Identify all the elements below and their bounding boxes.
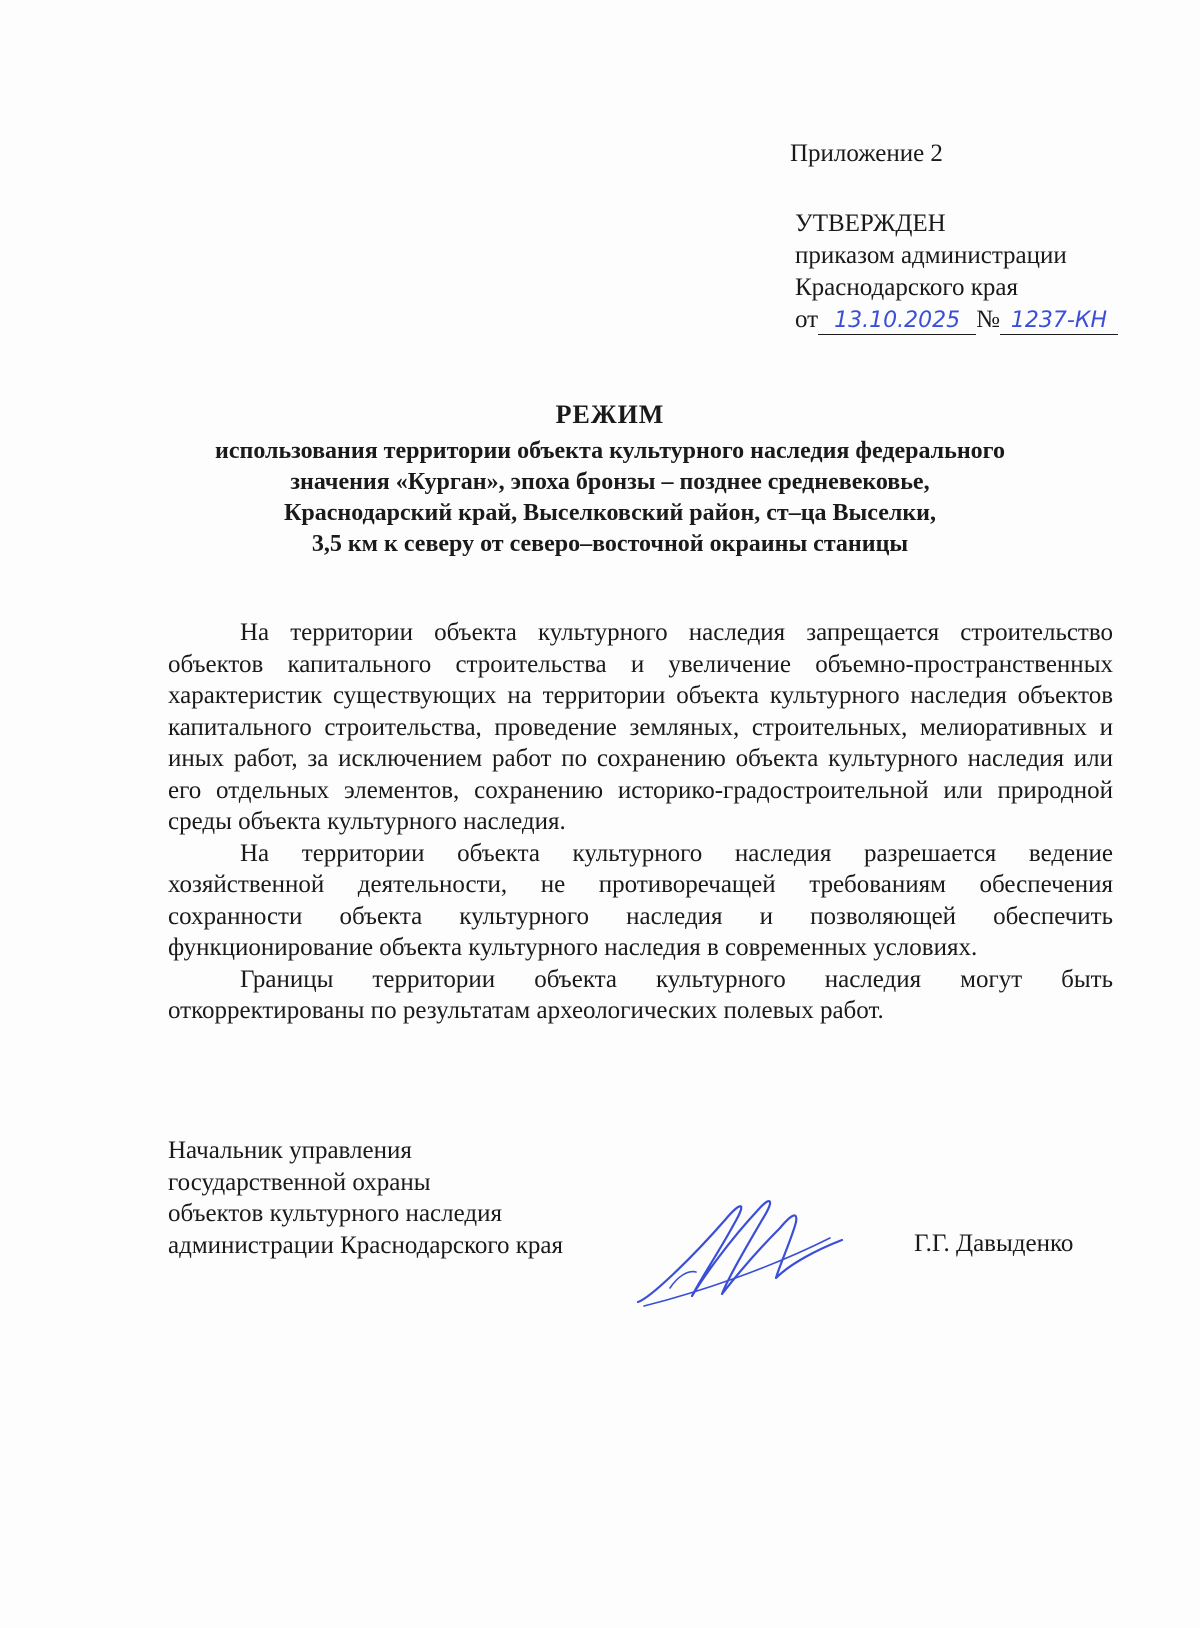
order-date-number-line [795,304,1118,336]
body-paragraph-permissions: На территории объекта культурного наследия разрешается ведение хозяйственной деятельности, не противоречащей требованиям обеспечения сохранности объекта культурного наследия и позволяющей обеспечить функционирование объекта культурного наследия в современных условиях. [168,839,1113,961]
document-title [140,400,1080,560]
title-sub-line: Краснодарский край, Выселковский район, ст–ца Выселки, [283,500,937,526]
signer-title-line: Начальник управления [168,1137,412,1164]
signer-title-line: государственной охраны [168,1168,431,1196]
body-paragraph-boundaries: Границы территории объекта культурного наследия могут быть откорректированы по результатам археологических полевых работ. [168,965,1113,1024]
approved-label: УТВЕРЖДЕН [795,210,946,237]
title-sub-line: значения «Курган», эпоха бронзы – позднее средневековье, [290,469,930,495]
handwritten-number: 1237-КН [1000,308,1118,335]
title-main: РЕЖИМ [555,400,665,429]
title-subtitle [140,436,1080,560]
approval-block [795,208,1118,336]
title-sub-line: 3,5 км к северу от северо–восточной окраины станицы [311,531,909,557]
number-prefix: № [976,306,1000,333]
title-sub-line: использования территории объекта культурного наследия федерального [215,438,1005,464]
document-body [168,617,1113,1027]
signer-title [168,1135,563,1261]
handwritten-signature [630,1180,860,1310]
signer-title-line: объектов культурного наследия [168,1200,502,1227]
appendix-label: Приложение 2 [790,140,943,167]
signer-title-line: администрации Краснодарского края [168,1231,564,1259]
body-paragraph-prohibitions: На территории объекта культурного наследия запрещается строительство объектов капитального строительства и увеличение объемно-пространственных характеристик существующих на территории объекта культурного наследия объектов капитального строительства, проведение земляных, строительных, мелиоративных и иных работ, за исключением работ по сохранению объекта культурного наследия или его отдельных элементов, сохранению историко-градостроительной или природной среды объекта культурного наследия. [168,619,1113,835]
date-prefix: от [795,306,819,333]
handwritten-date: 13.10.2025 [818,308,976,335]
order-line-1: приказом администрации [795,242,1067,269]
signer-name: Г.Г. Давыденко [914,1230,1074,1257]
order-line-2: Краснодарского края [795,274,1018,301]
